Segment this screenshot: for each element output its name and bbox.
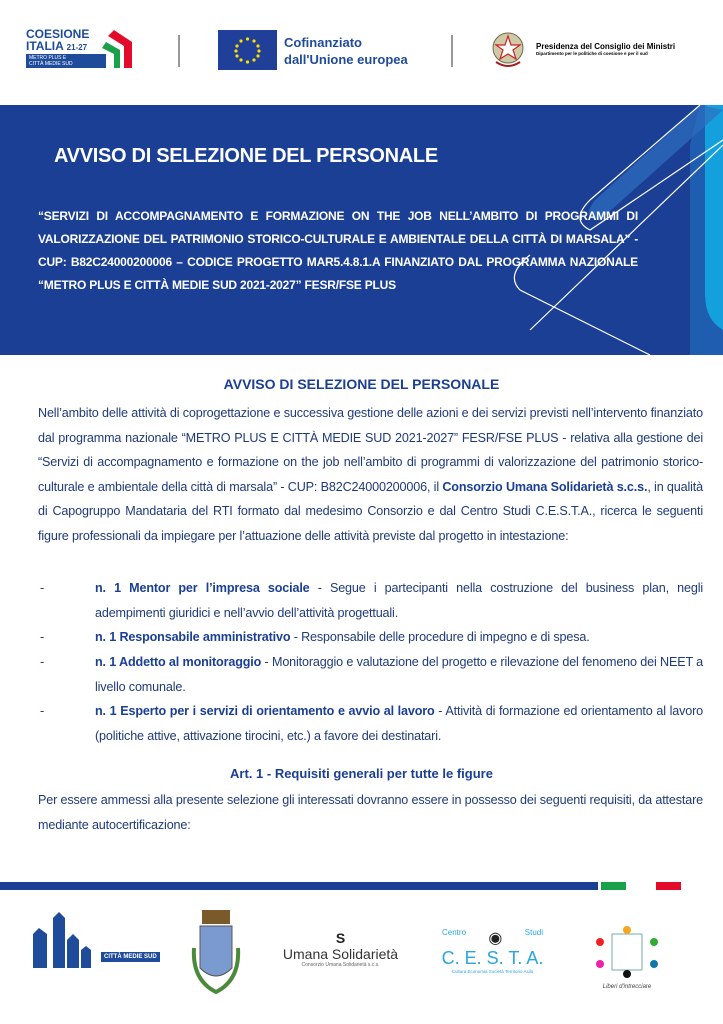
eu-cofinanziato-text: Cofinanziato dall'Unione europea xyxy=(284,35,408,67)
banner-title: AVVISO DI SELEZIONE DEL PERSONALE xyxy=(54,145,438,167)
list-item: - n. 1 Mentor per l’impresa sociale - Segue i partecipanti nella costruzione del business plan, negli adempimenti giuridici e nell’avvio dell’attività progettuali. xyxy=(40,581,703,620)
footer-bar-red xyxy=(656,882,681,890)
intro-paragraph: Nell’ambito delle attività di coprogettazione e successiva gestione delle azioni e dei servizi previsti nell’intervento finanziato dal programma nazionale “METRO PLUS E CITTÀ MEDIE SUD 2021-2027” FESR/FSE PLUS - relativa alla gestione dei “Servizi di accompagnamento e formazione on the job nell’ambito di programmi di valorizzazione del patrimonio storico-culturale e ambientale della città di marsala” - CUP: B82C24000200006, il Consorzio Umana Solidarietà s.c.s., in qualità di Capogruppo Mandataria del RTI formato dal medesimo Consorzio e dal Centro Studi C.E.S.T.A., ricerca le seguenti figure professionali da impiegare per l’attuazione delle attività previste dal progetto in intestazione: xyxy=(38,406,703,543)
list-item: - n. 1 Responsabile amministrativo - Responsabile delle procedure di impegno e di spesa. xyxy=(40,630,590,644)
coesione-italia-logo xyxy=(26,28,141,73)
footer-bar-blue xyxy=(0,882,598,890)
title-banner xyxy=(0,105,723,355)
umana-solidarieta-logo: S Umana Solidarietà Consorzio Umana Solidarietà s.c.s. xyxy=(282,930,399,968)
footer-bar-green xyxy=(601,882,626,890)
banner-subtitle: “SERVIZI DI ACCOMPAGNAMENTO E FORMAZIONE ON THE JOB NELL’AMBITO DI PROGRAMMI DI VALORIZZAZIONE DEL PATRIMONIO STORICO-CULTURALE E AMBIENTALE DELLA CITTÀ DI MARSALA” - CUP: B82C24000200006 – CODICE PROGETTO MAR5.4.8.1.A FINANZIATO DAL PROGRAMMA NAZIONALE “METRO PLUS E CITTÀ MEDIE SUD 2021-2027” FESR/FSE PLUS xyxy=(38,209,638,292)
logo-text: ITALIA 21-27 xyxy=(26,39,88,53)
section-heading: AVVISO DI SELEZIONE DEL PERSONALE xyxy=(223,376,500,392)
cesta-logo: Centro ◉ Studi C. E. S. T. A. Cultura Economia Società Territorio Asilo xyxy=(441,928,544,974)
marsala-coat-of-arms-icon xyxy=(188,908,244,1004)
eu-flag-icon xyxy=(218,30,277,70)
italian-emblem-icon xyxy=(490,30,526,70)
divider xyxy=(451,35,453,67)
art1-heading: Art. 1 - Requisiti generali per tutte le figure xyxy=(230,766,493,781)
logo-text: COESIONE xyxy=(26,27,90,41)
coesione-arrow-icon xyxy=(96,28,138,72)
liberi-dintrecciare-logo: Liberi d'intrecciare xyxy=(592,922,662,990)
list-item: - n. 1 Addetto al monitoraggio - Monitoraggio e valutazione del progetto e rilevazione del fenomeno dei NEET a livello comunale. xyxy=(40,655,703,694)
presidenza-text: Presidenza del Consiglio dei Ministri Dipartimento per le politiche di coesione e per il sud xyxy=(536,42,676,56)
list-item: - n. 1 Esperto per i servizi di orientamento e avvio al lavoro - Attività di formazione ed orientamento al lavoro (politiche attive, attivazione tirocini, etc.) a favore dei destinatari. xyxy=(40,704,704,743)
citta-medie-sud-logo: CITTÀ MEDIE SUD xyxy=(33,906,98,973)
logo-badge: METRO PLUS E CITTÀ MEDIE SUD xyxy=(26,54,106,68)
divider xyxy=(178,35,180,67)
art1-paragraph: Per essere ammessi alla presente selezione gli interessati dovranno essere in possesso dei seguenti requisiti, da attestare mediante autocertificazione: xyxy=(38,793,703,832)
